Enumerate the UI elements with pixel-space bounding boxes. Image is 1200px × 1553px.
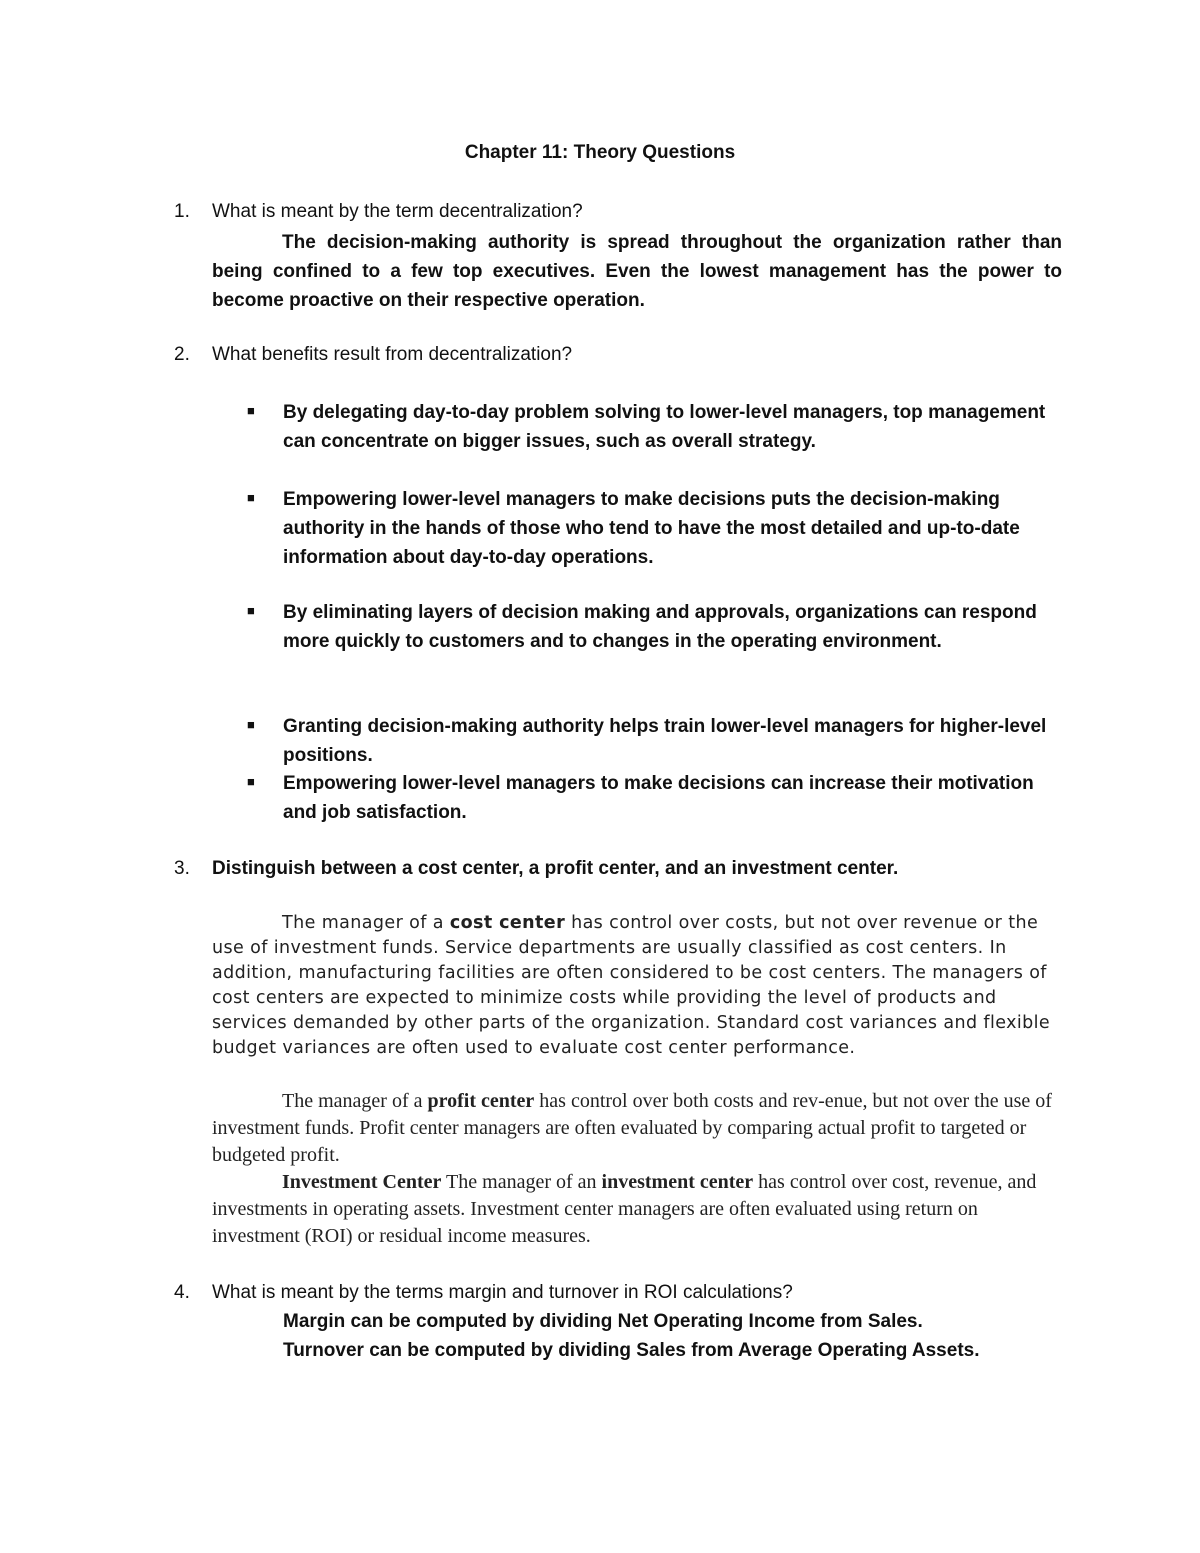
bullet-icon: ■	[247, 490, 255, 505]
benefit-item: Empowering lower-level managers to make decisions can increase their motivation and job satisfaction.	[283, 773, 1034, 823]
investment-center-pre: The manager of an	[441, 1171, 602, 1193]
investment-center-keyword: investment center	[601, 1171, 754, 1193]
investment-center-paragraph	[212, 1169, 1062, 1250]
profit-center-keyword: profit center	[427, 1090, 535, 1112]
question-1-answer: The decision-making authority is spread throughout the organization rather than being confined to a few top executives. Even the lowest management has the power to become proactive on their respective operation.	[212, 232, 1062, 311]
benefit-item: Empowering lower-level managers to make decisions puts the decision-making authority in the hands of those who tend to have the most detailed and up-to-date information about day-to-day operations.	[283, 489, 1020, 568]
bullet-icon: ■	[247, 774, 255, 789]
margin-answer: Margin can be computed by dividing Net Operating Income from Sales.	[283, 1311, 923, 1332]
profit-center-pre: The manager of a	[282, 1090, 428, 1112]
cost-center-post: has control over costs, but not over revenue or the use of investment funds. Service departments are usually classified as cost centers. In addition, manufacturing facilities are often considered to be cost centers. The managers of cost centers are expected to minimize costs while providing the level of products and services demanded by other parts of the organization. Standard cost variances and flexible budget variances are often used to evaluate cost center performance.	[212, 913, 1051, 1058]
benefit-item: By eliminating layers of decision making and approvals, organizations can respond more quickly to customers and to changes in the operating environment.	[283, 602, 1037, 652]
investment-center-post: has control over cost, revenue, and investments in operating assets. Investment center managers are often evaluated using return on investment (ROI) or residual income measures.	[212, 1171, 1037, 1247]
question-4-number: 4.	[174, 1282, 190, 1303]
bullet-icon: ■	[247, 603, 255, 618]
question-1-text: What is meant by the term decentralization?	[212, 201, 583, 222]
investment-center-lead: Investment Center	[282, 1171, 442, 1193]
bullet-icon: ■	[247, 717, 255, 732]
cost-center-paragraph	[212, 911, 1062, 1061]
turnover-answer: Turnover can be computed by dividing Sales from Average Operating Assets.	[283, 1340, 980, 1361]
page-title: Chapter 11: Theory Questions	[464, 142, 736, 163]
bullet-icon: ■	[247, 403, 255, 418]
profit-center-paragraph	[212, 1088, 1062, 1169]
profit-center-post: has control over both costs and rev-enue, but not over the use of investment funds. Profit center managers are often evaluated by comparing actual profit to targeted or budgeted profit.	[212, 1090, 1052, 1166]
question-3-number: 3.	[174, 858, 190, 879]
cost-center-keyword: cost center	[449, 913, 566, 933]
benefit-item: Granting decision-making authority helps train lower-level managers for higher-level positions.	[283, 716, 1047, 766]
question-1-number: 1.	[174, 201, 190, 222]
cost-center-pre: The manager of a	[282, 913, 450, 933]
question-2-text: What benefits result from decentralization?	[212, 344, 573, 365]
benefit-item: By delegating day-to-day problem solving to lower-level managers, top management can concentrate on bigger issues, such as overall strategy.	[283, 402, 1046, 452]
question-3-text: Distinguish between a cost center, a profit center, and an investment center.	[212, 858, 899, 879]
question-2-number: 2.	[174, 344, 190, 365]
question-4-text: What is meant by the terms margin and turnover in ROI calculations?	[212, 1282, 793, 1303]
